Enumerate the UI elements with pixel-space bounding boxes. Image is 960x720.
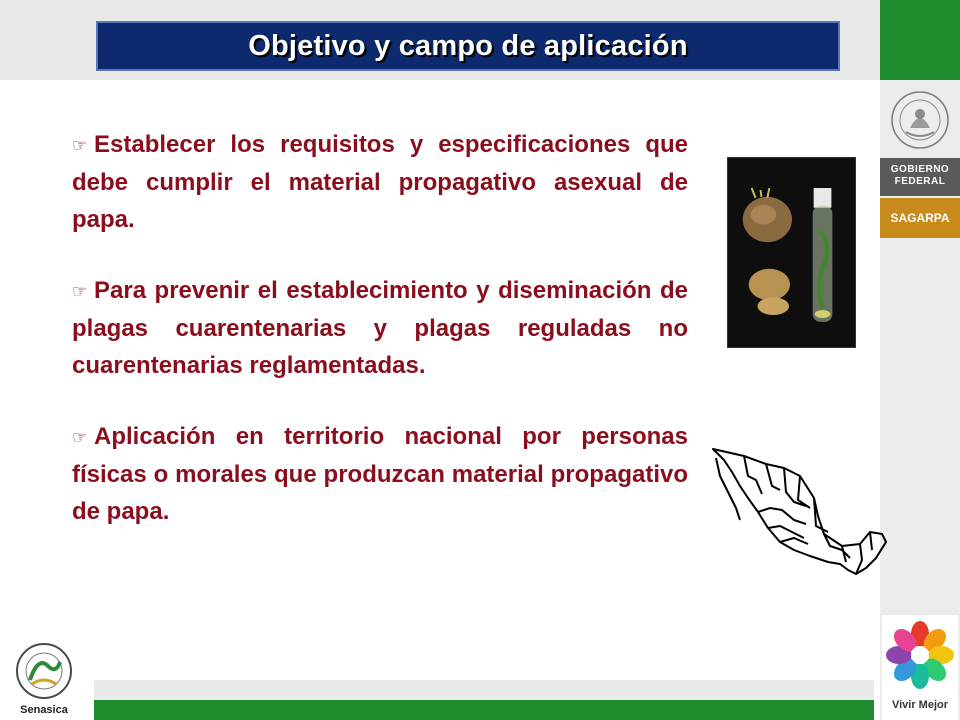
- bullet-item: [72, 272, 688, 384]
- bullet-item: [72, 126, 688, 238]
- vivir-mejor-flower-icon: [882, 615, 958, 695]
- sagarpa-label: SAGARPA: [890, 211, 950, 225]
- title-bar: [96, 21, 840, 71]
- slide-title: Objetivo y campo de aplicación: [248, 29, 688, 62]
- footer-band: [94, 680, 874, 700]
- gobierno-label: GOBIERNO: [890, 164, 950, 175]
- pointing-hand-icon: ☞: [72, 428, 88, 447]
- sidebar-green-block: [880, 0, 960, 80]
- mexico-map: [710, 446, 888, 596]
- bullet-text: Aplicación en territorio nacional por personas físicas o morales que produzcan material propagativo de papa.: [72, 423, 688, 525]
- bullet-text: Establecer los requisitos y especificaciones que debe cumplir el material propagativo asexual de papa.: [72, 131, 688, 233]
- senasica-logo: [6, 640, 82, 720]
- vivir-mejor-logo: [882, 615, 958, 720]
- pointing-hand-icon: ☞: [72, 136, 88, 155]
- senasica-emblem-icon: [6, 640, 82, 702]
- bullet-list: [72, 126, 688, 564]
- vivir-mejor-label: Vivir Mejor: [891, 699, 949, 711]
- federal-label: FEDERAL: [894, 176, 946, 187]
- gobierno-federal-badge: [880, 158, 960, 196]
- potato-propagation-photo: [727, 157, 856, 348]
- mexico-seal-icon: [888, 88, 952, 152]
- bullet-item: [72, 418, 688, 530]
- bullet-text: Para prevenir el establecimiento y diseminación de plagas cuarentenarias y plagas reguladas no cuarentenarias reglamentadas.: [72, 277, 688, 379]
- senasica-label: Senasica: [20, 704, 68, 716]
- pointing-hand-icon: ☞: [72, 282, 88, 301]
- sagarpa-badge: [880, 198, 960, 238]
- footer-green-bar: [94, 700, 874, 720]
